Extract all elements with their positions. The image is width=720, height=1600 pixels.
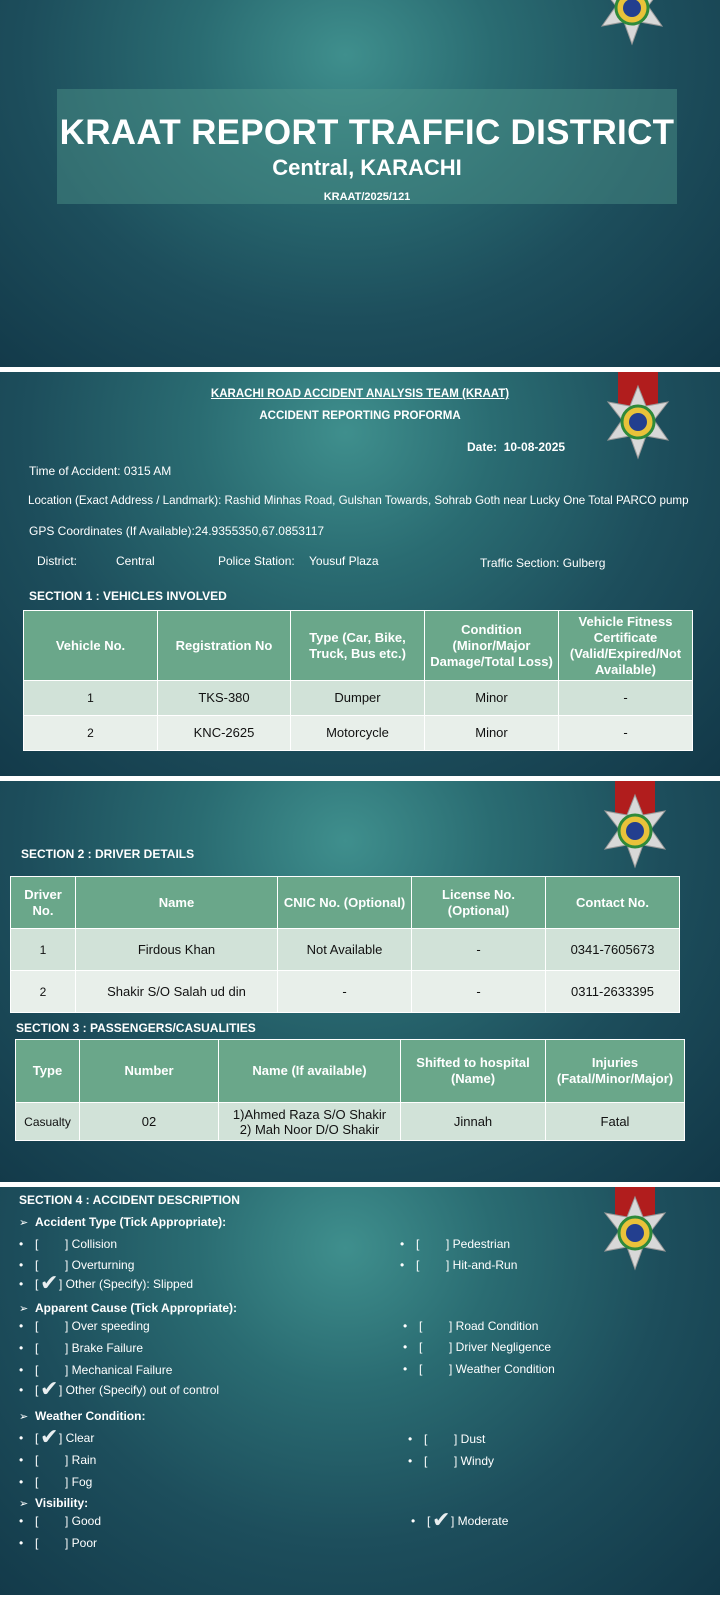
arrow-bullet-icon: ➢ (19, 1217, 29, 1229)
bullet-icon: • (400, 1237, 405, 1251)
table-row (24, 716, 693, 751)
bullet-icon: • (403, 1340, 408, 1354)
table-cell: Not Available (278, 929, 412, 971)
district-value: Central (116, 554, 155, 568)
table-cell: - (412, 971, 546, 1013)
traffic-section-field: Traffic Section: Gulberg (480, 556, 606, 570)
header-cell: Contact No. (546, 877, 680, 929)
section3-title: SECTION 3 : PASSENGERS/CASUALITIES (16, 1021, 256, 1035)
weather-heading: ➢ Weather Condition: (19, 1409, 146, 1423)
location-field: Location (Exact Address / Landmark): Rashid Minhas Road, Gulshan Towards, Sohrab Goth near Lucky One Total PARCO pump (28, 494, 689, 507)
proforma-heading: ACCIDENT REPORTING PROFORMA (259, 410, 461, 422)
checkbox-empty[interactable]: [ (35, 1453, 39, 1467)
option-other-cause[interactable]: • [ ✔ ] Other (Specify) out of control (19, 1376, 220, 1401)
drivers-passengers-slide (0, 781, 720, 1182)
check-icon: ✔ (40, 1376, 59, 1401)
star-badge-icon (597, 1195, 673, 1271)
option-rain[interactable]: • [ ] Rain (19, 1453, 97, 1467)
option-windy[interactable]: • [ ] Windy (408, 1454, 495, 1468)
option-hit-and-run[interactable]: • [ ] Hit-and-Run (400, 1258, 518, 1272)
arrow-bullet-icon: ➢ (19, 1411, 29, 1423)
apparent-cause-heading: ➢ Apparent Cause (Tick Appropriate): (19, 1301, 238, 1315)
checkbox-empty[interactable]: [ (419, 1340, 423, 1354)
bullet-icon: • (19, 1383, 24, 1397)
casualty-name: 2) Mah Noor D/O Shakir (239, 1121, 380, 1137)
time-field: Time of Accident: 0315 AM (29, 464, 172, 478)
table-cell: - (278, 971, 412, 1013)
section1-title: SECTION 1 : VEHICLES INVOLVED (29, 589, 227, 603)
checkbox-checked[interactable]: [ ✔ (35, 1424, 59, 1449)
table-cell: 1 (24, 681, 158, 716)
table-cell: Fatal (546, 1103, 685, 1141)
table-cell: TKS-380 (158, 681, 291, 716)
date-field (467, 440, 565, 454)
checkbox-empty[interactable]: [ (35, 1536, 39, 1550)
bullet-icon: • (400, 1258, 405, 1272)
table-cell (219, 1103, 401, 1141)
checkbox-empty[interactable]: [ (416, 1237, 420, 1251)
bullet-icon: • (19, 1341, 24, 1355)
option-other-type[interactable]: • [ ✔ ] Other (Specify): Slipped (19, 1270, 194, 1295)
option-collision[interactable]: • [ ] Collision (19, 1237, 118, 1251)
checkbox-checked[interactable]: [ ✔ (427, 1507, 451, 1532)
table-cell: 0341-7605673 (546, 929, 680, 971)
option-weather-condition[interactable]: • [ ] Weather Condition (403, 1362, 555, 1376)
option-clear[interactable]: • [ ✔ ] Clear (19, 1424, 95, 1449)
option-moderate[interactable]: • [ ✔ ] Moderate (411, 1507, 509, 1532)
header-cell: Type (16, 1040, 80, 1103)
table-cell: Minor (425, 681, 559, 716)
option-pedestrian[interactable]: • [ ] Pedestrian (400, 1237, 511, 1251)
option-driver-negligence[interactable]: • [ ] Driver Negligence (403, 1340, 552, 1354)
accident-description-slide (0, 1187, 720, 1595)
table-row (24, 681, 693, 716)
team-heading: KARACHI ROAD ACCIDENT ANALYSIS TEAM (KRAAT) (210, 388, 510, 400)
option-road-condition[interactable]: • [ ] Road Condition (403, 1319, 539, 1333)
header-cell: Registration No (158, 611, 291, 681)
checkbox-empty[interactable]: [ (35, 1363, 39, 1377)
checkbox-checked[interactable]: [ ✔ (35, 1376, 59, 1401)
police-emblem (594, 0, 674, 50)
header-cell: License No. (Optional) (412, 877, 546, 929)
check-icon: ✔ (40, 1270, 59, 1295)
table-cell: Shakir S/O Salah ud din (76, 971, 278, 1013)
table-cell: Dumper (291, 681, 425, 716)
header-cell: Driver No. (11, 877, 76, 929)
bullet-icon: • (411, 1514, 416, 1528)
option-fog[interactable]: • [ ] Fog (19, 1475, 93, 1489)
table-cell: 2 (24, 716, 158, 751)
table-cell: - (559, 716, 693, 751)
check-icon: ✔ (40, 1424, 59, 1449)
table-cell: KNC-2625 (158, 716, 291, 751)
checkbox-empty[interactable]: [ (35, 1319, 39, 1333)
option-overturning[interactable]: • [ ] Overturning (19, 1258, 135, 1272)
checkbox-empty[interactable]: [ (419, 1319, 423, 1333)
section4-title: SECTION 4 : ACCIDENT DESCRIPTION (19, 1193, 240, 1207)
header-cell: Shifted to hospital (Name) (401, 1040, 546, 1103)
bullet-icon: • (19, 1319, 24, 1333)
bullet-icon: • (19, 1258, 24, 1272)
table-row (11, 971, 680, 1013)
checkbox-empty[interactable]: [ (424, 1454, 428, 1468)
report-subtitle: Central, KARACHI (272, 155, 462, 180)
table-header-row (24, 611, 693, 681)
option-brake-failure[interactable]: • [ ] Brake Failure (19, 1341, 144, 1355)
bullet-icon: • (19, 1453, 24, 1467)
checkbox-empty[interactable]: [ (35, 1341, 39, 1355)
bullet-icon: • (403, 1319, 408, 1333)
table-cell: Casualty (16, 1103, 80, 1141)
option-mechanical-failure[interactable]: • [ ] Mechanical Failure (19, 1363, 173, 1377)
table-row (16, 1103, 685, 1141)
table-cell: Firdous Khan (76, 929, 278, 971)
bullet-icon: • (19, 1475, 24, 1489)
bullet-icon: • (19, 1363, 24, 1377)
bullet-icon: • (403, 1362, 408, 1376)
title-banner (57, 89, 677, 204)
header-cell: Type (Car, Bike, Truck, Bus etc.) (291, 611, 425, 681)
arrow-bullet-icon: ➢ (19, 1303, 29, 1315)
checkbox-empty[interactable]: [ (416, 1258, 420, 1272)
visibility-heading: ➢ Visibility: (19, 1496, 89, 1510)
checkbox-empty[interactable]: [ (35, 1258, 39, 1272)
table-cell: 1 (11, 929, 76, 971)
checkbox-checked[interactable]: [ ✔ (35, 1270, 59, 1295)
header-cell: Injuries (Fatal/Minor/Major) (546, 1040, 685, 1103)
table-cell: Minor (425, 716, 559, 751)
star-badge-icon (594, 0, 670, 46)
table-header-row (11, 877, 680, 929)
district-label: District: (37, 554, 77, 568)
bullet-icon: • (19, 1431, 24, 1445)
title-slide (0, 0, 720, 367)
table-cell: 2 (11, 971, 76, 1013)
report-title: KRAAT REPORT TRAFFIC DISTRICT (59, 113, 675, 152)
bullet-icon: • (19, 1237, 24, 1251)
header-cell: Condition (Minor/Major Damage/Total Loss) (425, 611, 559, 681)
checkbox-empty[interactable]: [ (419, 1362, 423, 1376)
bullet-icon: • (19, 1277, 24, 1291)
checkbox-empty[interactable]: [ (35, 1475, 39, 1489)
header-cell: Vehicle Fitness Certificate (Valid/Expired/Not Available) (559, 611, 693, 681)
table-cell: Motorcycle (291, 716, 425, 751)
police-station-label: Police Station: (218, 554, 295, 568)
table-row (11, 929, 680, 971)
drivers-table (10, 876, 680, 1013)
header-cell: Number (80, 1040, 219, 1103)
section2-title: SECTION 2 : DRIVER DETAILS (21, 847, 195, 861)
header-cell: Vehicle No. (24, 611, 158, 681)
table-cell: 0311-2633395 (546, 971, 680, 1013)
option-good[interactable]: • [ ] Good (19, 1514, 102, 1528)
date-label: Date: (467, 440, 498, 454)
casualty-name: 1)Ahmed Raza S/O Shakir (232, 1106, 387, 1122)
police-emblem (597, 781, 677, 871)
table-cell: Jinnah (401, 1103, 546, 1141)
arrow-bullet-icon: ➢ (19, 1498, 29, 1510)
table-cell: - (559, 681, 693, 716)
proforma-slide (0, 372, 720, 776)
bullet-icon: • (19, 1536, 24, 1550)
option-poor[interactable]: • [ ] Poor (19, 1536, 98, 1550)
bullet-icon: • (408, 1454, 413, 1468)
report-reference: KRAAT/2025/121 (323, 191, 411, 203)
police-station-value: Yousuf Plaza (309, 554, 379, 568)
police-emblem (597, 1187, 677, 1277)
vehicles-table (23, 610, 693, 751)
star-badge-icon (597, 793, 673, 869)
checkbox-empty[interactable]: [ (35, 1514, 39, 1528)
header-cell: Name (76, 877, 278, 929)
table-cell: 02 (80, 1103, 219, 1141)
bullet-icon: • (408, 1432, 413, 1446)
option-dust[interactable]: • [ ] Dust (408, 1432, 486, 1446)
gps-field: GPS Coordinates (If Available):24.9355350,67.0853117 (29, 524, 325, 538)
passengers-table (15, 1039, 685, 1141)
table-header-row (16, 1040, 685, 1103)
header-cell: Name (If available) (219, 1040, 401, 1103)
table-cell: - (412, 929, 546, 971)
checkbox-empty[interactable]: [ (424, 1432, 428, 1446)
checkbox-empty[interactable]: [ (35, 1237, 39, 1251)
option-over-speeding[interactable]: • [ ] Over speeding (19, 1319, 150, 1333)
date-value: 10-08-2025 (503, 440, 566, 454)
header-cell: CNIC No. (Optional) (278, 877, 412, 929)
bullet-icon: • (19, 1514, 24, 1528)
accident-type-heading: ➢ Accident Type (Tick Appropriate): (19, 1215, 227, 1229)
check-icon: ✔ (432, 1507, 451, 1532)
